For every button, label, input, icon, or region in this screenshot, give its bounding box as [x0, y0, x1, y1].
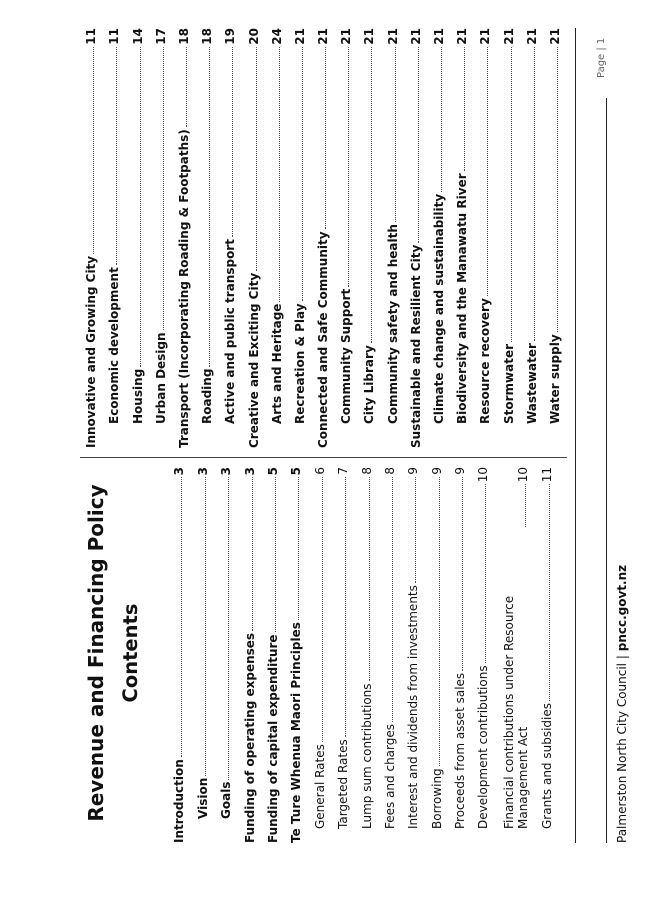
toc-leader-dots [395, 47, 396, 222]
toc-entry-page: 8 [359, 467, 374, 475]
toc-leader-dots [441, 47, 442, 192]
toc-leader-dots [232, 47, 233, 237]
toc-entry[interactable] [530, 467, 553, 843]
toc-entry-label: Interest and dividends from investments [406, 585, 421, 829]
toc-entry[interactable] [469, 28, 492, 448]
toc-entry-page: 3 [242, 467, 257, 476]
toc-leader-dots [209, 47, 210, 367]
toc-entry[interactable] [490, 467, 530, 843]
toc-entry-label: Arts and Heritage [269, 303, 284, 424]
toc-leader-dots [302, 47, 303, 302]
footer-rule [606, 98, 607, 843]
toc-entry-page: 21 [478, 28, 493, 45]
toc-entry-label: Funding of capital expenditure [265, 634, 280, 843]
toc-entry-label: Targeted Rates [336, 739, 351, 829]
toc-entry-page: 7 [336, 467, 351, 475]
toc-entry-label: Economic development [107, 267, 122, 424]
toc-entry-page: 19 [223, 28, 238, 45]
toc-leader-dots [371, 47, 372, 344]
toc-entry[interactable] [353, 28, 376, 448]
toc-leader-dots [298, 477, 299, 620]
toc-entry[interactable] [303, 467, 326, 843]
toc-entry-page: 14 [130, 28, 145, 45]
toc-leader-dots [252, 477, 253, 631]
toc-entry-page: 21 [339, 28, 354, 45]
toc-entry[interactable] [307, 28, 330, 448]
toc-entry-page: 21 [362, 28, 377, 45]
toc-entry-page: 3 [172, 467, 187, 476]
toc-leader-dots [322, 477, 323, 742]
toc-leader-dots [186, 47, 187, 128]
toc-entry[interactable] [374, 467, 397, 843]
toc-entry-page: 8 [382, 467, 397, 475]
toc-entry-label: Sustainable and Resilient City [408, 244, 423, 448]
footer-separator: | [615, 655, 629, 660]
toc-leader-dots [140, 47, 141, 367]
toc-entry-label: Innovative and Growing City [84, 255, 99, 448]
toc-leader-dots [418, 47, 419, 243]
toc-entry-label: General Rates [312, 744, 327, 829]
toc-entry-page: 9 [453, 467, 468, 475]
toc-leader-dots [325, 47, 326, 230]
toc-leader-dots [415, 477, 416, 583]
footer-website-link[interactable]: pncc.govt.nz [615, 564, 629, 652]
toc-entry[interactable] [210, 467, 233, 843]
toc-entry[interactable] [98, 28, 121, 448]
toc-entry-label: Creative and Exciting City [246, 272, 261, 448]
toc-entry-label: Development contributions [476, 665, 491, 829]
toc-entry-page: 24 [269, 28, 284, 45]
toc-entry[interactable] [423, 28, 446, 448]
toc-entry[interactable] [376, 28, 399, 448]
toc-entry-page: 5 [289, 467, 304, 476]
toc-entry[interactable] [327, 467, 350, 843]
toc-entry-page: 21 [408, 28, 423, 45]
toc-leader-dots [275, 477, 276, 632]
toc-entry[interactable] [75, 28, 98, 448]
toc-entry-page: 3 [195, 467, 210, 476]
footer [615, 565, 629, 843]
toc-entry[interactable] [191, 28, 214, 448]
toc-leader-dots [345, 477, 346, 738]
toc-entry[interactable] [330, 28, 353, 448]
toc-entry[interactable] [257, 467, 280, 843]
toc-leader-dots [205, 477, 206, 775]
toc-entry[interactable] [350, 467, 373, 843]
toc-leader-dots [392, 477, 393, 722]
toc-leader-dots [464, 47, 465, 172]
toc-entry[interactable] [233, 467, 256, 843]
toc-entry-label: Wastewater [524, 343, 539, 424]
toc-leader-dots [369, 477, 370, 682]
toc-entry[interactable] [186, 467, 209, 843]
toc-entry[interactable] [539, 28, 562, 448]
toc-leader-dots [116, 47, 117, 265]
toc-entry-page: 18 [176, 28, 191, 45]
toc-leader-dots [534, 47, 535, 341]
toc-entry[interactable] [444, 467, 467, 843]
toc-entry-label: Community safety and health [385, 224, 400, 424]
toc-entry[interactable] [280, 467, 303, 843]
toc-entry-label: Recreation & Play [292, 303, 307, 424]
toc-entry[interactable] [446, 28, 469, 448]
toc-entry-label: Te Ture Whenua Maori Principles [289, 622, 304, 843]
toc-leader-dots [557, 47, 558, 333]
toc-entry-page: 21 [501, 28, 516, 45]
toc-entry[interactable] [214, 28, 237, 448]
footer-org: Palmerston North City Council [615, 662, 629, 843]
toc-leader-dots [228, 477, 229, 779]
toc-entry-page: 5 [265, 467, 280, 476]
toc-entry-page: 3 [219, 467, 234, 476]
toc-leader-dots [256, 47, 257, 271]
toc-entry-page: 11 [539, 467, 554, 483]
toc-entry-label: Grants and subsidies [539, 703, 554, 829]
toc-entry[interactable] [163, 467, 186, 843]
toc-entry-page: 11 [84, 28, 99, 45]
toc-entry-page: 20 [246, 28, 261, 45]
toc-entry-label: Financial contributions under Resource Management Act [502, 595, 531, 829]
toc-entry-page: 21 [455, 28, 470, 45]
toc-entry-page: 17 [153, 28, 168, 45]
toc-entry-page: 21 [316, 28, 331, 45]
toc-entry-label: Proceeds from asset sales [453, 672, 468, 829]
toc-entry[interactable] [145, 28, 168, 448]
toc-entry-label: Fees and charges [382, 724, 397, 829]
toc-left-column [163, 467, 554, 843]
toc-entry-page: 21 [292, 28, 307, 45]
toc-entry[interactable] [397, 467, 420, 843]
toc-right-column [75, 28, 562, 448]
toc-entry[interactable] [121, 28, 144, 448]
toc-entry-label: Introduction [172, 759, 187, 843]
toc-entry-label: Community Support [339, 288, 354, 424]
toc-entry-label: Funding of operating expenses [242, 632, 257, 843]
toc-entry-label: Housing [130, 368, 145, 424]
toc-leader-dots [462, 477, 463, 671]
toc-leader-dots [181, 477, 182, 757]
header-rule [575, 28, 576, 843]
toc-leader-dots [487, 47, 488, 297]
toc-leader-dots [348, 47, 349, 287]
toc-entry-label: Stormwater [501, 343, 516, 424]
toc-entry[interactable] [237, 28, 260, 448]
toc-entry-page: 18 [200, 28, 215, 45]
document-title: Revenue and Financing Policy [84, 484, 108, 822]
toc-entry[interactable] [420, 467, 443, 843]
toc-entry-page: 21 [547, 28, 562, 45]
column-divider [80, 457, 567, 458]
toc-entry[interactable] [400, 28, 423, 448]
toc-entry-page: 21 [385, 28, 400, 45]
toc-leader-dots [511, 47, 512, 342]
toc-entry-page: 21 [524, 28, 539, 45]
toc-entry-label: Urban Design [153, 332, 168, 424]
toc-entry[interactable] [261, 28, 284, 448]
toc-entry-page: 9 [429, 467, 444, 475]
toc-entry-label: Borrowing [429, 768, 444, 829]
page-number: Page | 1 [596, 37, 607, 78]
toc-leader-dots [279, 47, 280, 302]
toc-entry[interactable] [516, 28, 539, 448]
toc-entry-page: 10 [516, 467, 531, 483]
toc-entry-label: Roading [200, 368, 215, 424]
toc-entry-label: Resource recovery [478, 298, 493, 424]
toc-entry-page: 11 [107, 28, 122, 45]
toc-entry-label: Transport (Incorporating Roading & Footpaths) [176, 129, 191, 448]
toc-entry-label: Lump sum contributions [359, 683, 374, 829]
toc-entry-label: Biodiversity and the Manawatu River [455, 173, 470, 424]
toc-entry-label: Water supply [547, 334, 562, 424]
toc-entry-page: 9 [406, 467, 421, 475]
toc-entry-label: Climate change and sustainability [432, 193, 446, 424]
toc-leader-dots [549, 484, 550, 701]
toc-entry-label: Goals [219, 781, 234, 819]
toc-entry-label: City Library [362, 345, 377, 424]
toc-entry[interactable] [168, 28, 191, 448]
toc-entry-page: 6 [312, 467, 327, 475]
toc-leader-dots [93, 47, 94, 254]
toc-entry-page: 10 [476, 467, 491, 483]
toc-entry[interactable] [284, 28, 307, 448]
toc-entry[interactable] [492, 28, 515, 448]
toc-entry-page: 21 [432, 28, 446, 45]
toc-entry-label: Vision [195, 777, 210, 819]
toc-leader-dots [525, 484, 526, 527]
toc-entry[interactable] [467, 467, 490, 843]
contents-heading: Contents [119, 603, 142, 703]
toc-leader-dots [485, 484, 486, 663]
toc-entry-label: Active and public transport [223, 239, 238, 424]
toc-leader-dots [439, 477, 440, 767]
toc-leader-dots [163, 47, 164, 331]
toc-entry-label: Connected and Safe Community [316, 231, 331, 448]
